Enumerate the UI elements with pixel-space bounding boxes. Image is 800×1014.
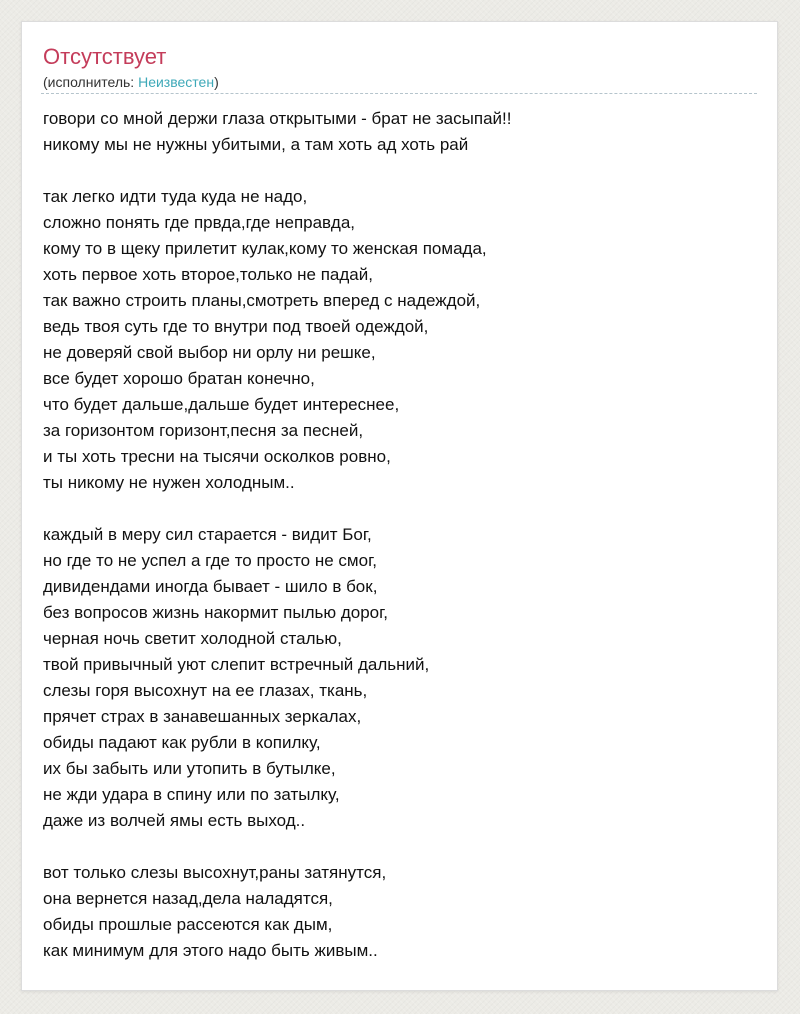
lyric-line: без вопросов жизнь накормит пылью дорог, (43, 603, 388, 622)
lyric-line: кому то в щеку прилетит кулак,кому то женская помада, (43, 239, 487, 258)
artist-prefix: (исполнитель: (43, 74, 139, 90)
lyric-line: что будет дальше,дальше будет интереснее, (43, 395, 400, 414)
lyrics-card (21, 21, 778, 991)
artist-link[interactable]: Неизвестен (138, 74, 215, 90)
lyric-line: прячет страх в занавешанных зеркалах, (43, 707, 362, 726)
lyric-line: дивидендами иногда бывает - шило в бок, (43, 577, 378, 596)
lyrics-stanza (43, 106, 511, 158)
lyric-line: вот только слезы высохнут,раны затянутся, (43, 863, 387, 882)
lyric-line: обиды падают как рубли в копилку, (43, 733, 321, 752)
lyric-line: черная ночь светит холодной сталью, (43, 629, 342, 648)
lyric-line: и ты хоть тресни на тысячи осколков ровно, (43, 447, 391, 466)
lyric-line: обиды прошлые рассеются как дым, (43, 915, 333, 934)
lyric-line: даже из волчей ямы есть выход.. (43, 811, 306, 830)
lyric-line: за горизонтом горизонт,песня за песней, (43, 421, 364, 440)
lyric-line: говори со мной держи глаза открытыми - брат не засыпай!! (43, 109, 512, 128)
lyric-line: хоть первое хоть второе,только не падай, (43, 265, 373, 284)
lyric-line: не жди удара в спину или по затылку, (43, 785, 340, 804)
lyric-line: не доверяй свой выбор ни орлу ни решке, (43, 343, 376, 362)
lyrics-stanza (43, 184, 511, 496)
lyric-line: сложно понять где првда,где неправда, (43, 213, 355, 232)
lyric-line: их бы забыть или утопить в бутылке, (43, 759, 336, 778)
lyric-line: ведь твоя суть где то внутри под твоей одеждой, (43, 317, 429, 336)
lyric-line: так легко идти туда куда не надо, (43, 187, 308, 206)
lyric-line: так важно строить планы,смотреть вперед с надеждой, (43, 291, 481, 310)
lyrics-text (43, 106, 511, 964)
lyric-line: но где то не успел а где то просто не смог, (43, 551, 377, 570)
lyric-line: твой привычный уют слепит встречный дальний, (43, 655, 430, 674)
lyric-line: слезы горя высохнут на ее глазах, ткань, (43, 681, 368, 700)
header-divider (41, 93, 757, 94)
lyric-line: никому мы не нужны убитыми, а там хоть ад хоть рай (43, 135, 469, 154)
artist-line (43, 73, 219, 91)
lyrics-stanza (43, 860, 511, 964)
lyric-line: ты никому не нужен холодным.. (43, 473, 295, 492)
lyric-line: как минимум для этого надо быть живым.. (43, 941, 378, 960)
lyrics-stanza (43, 522, 511, 834)
lyric-line: она вернется назад,дела наладятся, (43, 889, 333, 908)
song-title: Отсутствует (43, 44, 167, 69)
lyric-line: все будет хорошо братан конечно, (43, 369, 315, 388)
lyric-line: каждый в меру сил старается - видит Бог, (43, 525, 372, 544)
artist-suffix: ) (214, 74, 219, 90)
